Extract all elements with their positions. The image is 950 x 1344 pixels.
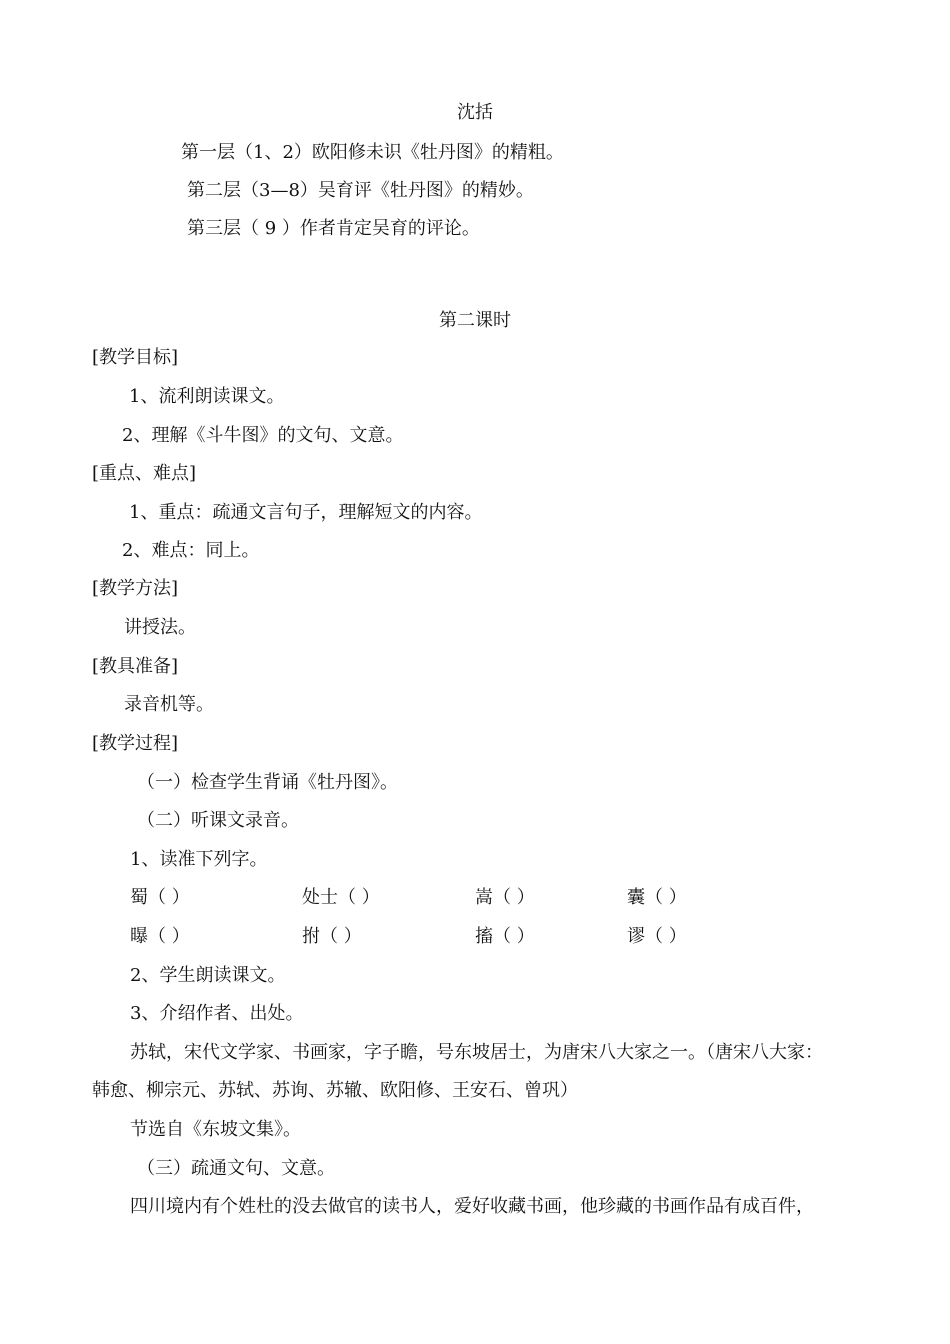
method-heading: [教学方法] xyxy=(92,578,179,599)
chars-row-1 xyxy=(0,887,950,909)
char-item: 谬（ ） xyxy=(627,926,687,947)
process-step-1: （一）检查学生背诵《牡丹图》。 xyxy=(137,772,398,793)
chars-row-2 xyxy=(0,926,950,948)
char-item: 搐（ ） xyxy=(475,926,535,947)
layer-1: 第一层（1、2）欧阳修未识《牡丹图》的精粗。 xyxy=(181,142,564,163)
process-sub-1: 1、读准下列字。 xyxy=(130,849,268,870)
process-step-2: （二）听课文录音。 xyxy=(137,810,299,831)
author-intro-line-2: 韩愈、柳宗元、苏轼、苏询、苏辙、欧阳修、王安石、曾巩） xyxy=(92,1080,578,1101)
tools-heading: [教具准备] xyxy=(92,656,179,677)
tools-text: 录音机等。 xyxy=(124,694,214,715)
goal-1: 1、流利朗读课文。 xyxy=(129,386,285,407)
method-text: 讲授法。 xyxy=(124,617,196,638)
process-heading: [教学过程] xyxy=(92,733,179,754)
process-sub-2: 2、学生朗读课文。 xyxy=(130,965,286,986)
goal-2: 2、理解《斗牛图》的文句、文意。 xyxy=(122,425,404,446)
goals-heading: [教学目标] xyxy=(92,347,179,368)
lesson-title: 第二课时 xyxy=(439,310,511,331)
process-sub-3: 3、介绍作者、出处。 xyxy=(130,1003,304,1024)
process-step-3: （三）疏通文句、文意。 xyxy=(137,1158,335,1179)
char-item: 囊（ ） xyxy=(627,887,687,908)
char-item: 蜀（ ） xyxy=(130,887,190,908)
translation-text: 四川境内有个姓杜的没去做官的读书人，爱好收藏书画，他珍藏的书画作品有成百件， xyxy=(130,1196,814,1217)
char-item: 处士（ ） xyxy=(302,887,380,908)
layer-2: 第二层（3—8）吴育评《牡丹图》的精妙。 xyxy=(187,180,534,201)
focus-2: 2、难点：同上。 xyxy=(122,540,260,561)
focus-heading: [重点、难点] xyxy=(92,463,197,484)
author-intro-line-1: 苏轼，宋代文学家、书画家，字子瞻，号东坡居士，为唐宋八大家之一。（唐宋八大家： xyxy=(130,1042,823,1063)
char-item: 曝（ ） xyxy=(130,926,190,947)
char-item: 嵩（ ） xyxy=(475,887,535,908)
char-item: 拊（ ） xyxy=(302,926,362,947)
layer-3: 第三层（ 9 ）作者肯定吴育的评论。 xyxy=(187,218,480,239)
author-name: 沈括 xyxy=(457,102,493,123)
focus-1: 1、重点：疏通文言句子，理解短文的内容。 xyxy=(129,502,483,523)
source-text: 节选自《东坡文集》。 xyxy=(130,1119,301,1140)
